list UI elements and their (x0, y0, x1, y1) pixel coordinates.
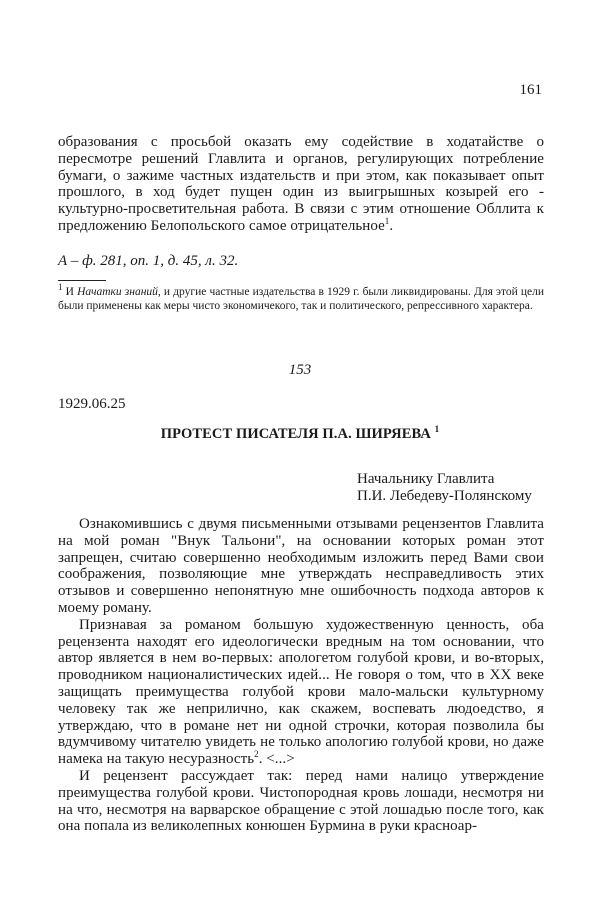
footnote-divider (58, 280, 106, 281)
document-body (58, 516, 544, 835)
footnote-text: , и другие частные издательства в 1929 г. были ликвидированы. Для этой цели были применены как меры чисто экономичекого, так и политического, репрессивного характера. (58, 285, 544, 312)
body-paragraph-2 (58, 617, 544, 768)
addressee-line-1: Начальнику Главлита (357, 471, 495, 487)
paragraph-text: образования с просьбой оказать ему содействие в ходатайстве о пересмотре решений Главлита и органов, регулирующих потребление бумаги, о зажиме частных издательств и при этом, как показывает опыт прошлого, в ход будет пущен один из выигрышных козырей его - культурно-просветительная работа. В связи с этим отношение Обллита к предложению Белопольского самое отрицательное (58, 134, 544, 234)
footnote-italic-title: Начатки знаний (77, 285, 158, 298)
page-number: 161 (519, 82, 542, 98)
footnote-marker: 1 (384, 215, 390, 226)
document-title (0, 426, 600, 443)
paragraph-text: Признавая за романом большую художественную ценность, оба рецензента находят его идеологически вредным на том основании, что автор является в нем во-первых: апологетом голубой крови, и во-вторых, проводником националистических идей... Не говоря о том, что в XX веке защищать преимущества голубой крови мало-мальски культурному человеку так же неприлично, как скажем, воспевать людоедство, я утверждаю, что в романе нет ни одной строчки, которая позволила бы вдумчивому читателю увидеть не только апологию голубой крови, но даже намека на такую несуразность (58, 616, 544, 768)
footnote-1 (58, 281, 544, 313)
title-footnote-marker: 1 (434, 424, 440, 435)
footnote-lead: И (65, 285, 74, 298)
body-paragraph-1: Ознакомившись с двумя письменными отзывами рецензентов Главлита на мой роман "Внук Тальони", на основании которых роман этот запрещен, считаю совершенно необходимым изложить перед Вами свои соображения, позволяющие мне утверждать несправедливость этих отзывов и совершенно непонятную мне ошибочность подхода авторов к моему роману. (58, 516, 544, 616)
document-number: 153 (288, 362, 312, 378)
previous-document-continuation (58, 134, 544, 313)
title-text: ПРОТЕСТ ПИСАТЕЛЯ П.А. ШИРЯЕВА (160, 426, 431, 442)
body-paragraph-3: И рецензент рассуждает так: перед нами налицо утверждение преимущества голубой крови. Чистопородная кровь лошади, несмотря ни на что, несмотря на варварское обращение с этой лошадью после того, как она попала из великолепных конюшен Бурмина в руки красноар- (58, 767, 544, 835)
document-date: 1929.06.25 (58, 396, 126, 412)
continuation-paragraph: образования с просьбой оказать ему содействие в ходатайстве о пересмотре решений Главлита и органов, регулирующих потребление бумаги, о зажиме частных издательств и при этом, как показывает опыт прошлого, в ход будет пущен один из выигрышных козырей его - культурно-просветительная работа. В связи с этим отношение Обллита к предложению Белопольского самое отрицательное$^1$. (58, 134, 544, 234)
footnote-number: 1 (58, 281, 63, 292)
addressee-line-2: П.И. Лебедеву-Полянскому (357, 488, 532, 504)
footnote-marker: 2 (254, 749, 259, 760)
paragraph-tail: . <...> (258, 751, 295, 768)
archive-reference: А – ф. 281, оп. 1, д. 45, л. 32. (58, 252, 239, 269)
addressee-block (357, 471, 532, 505)
